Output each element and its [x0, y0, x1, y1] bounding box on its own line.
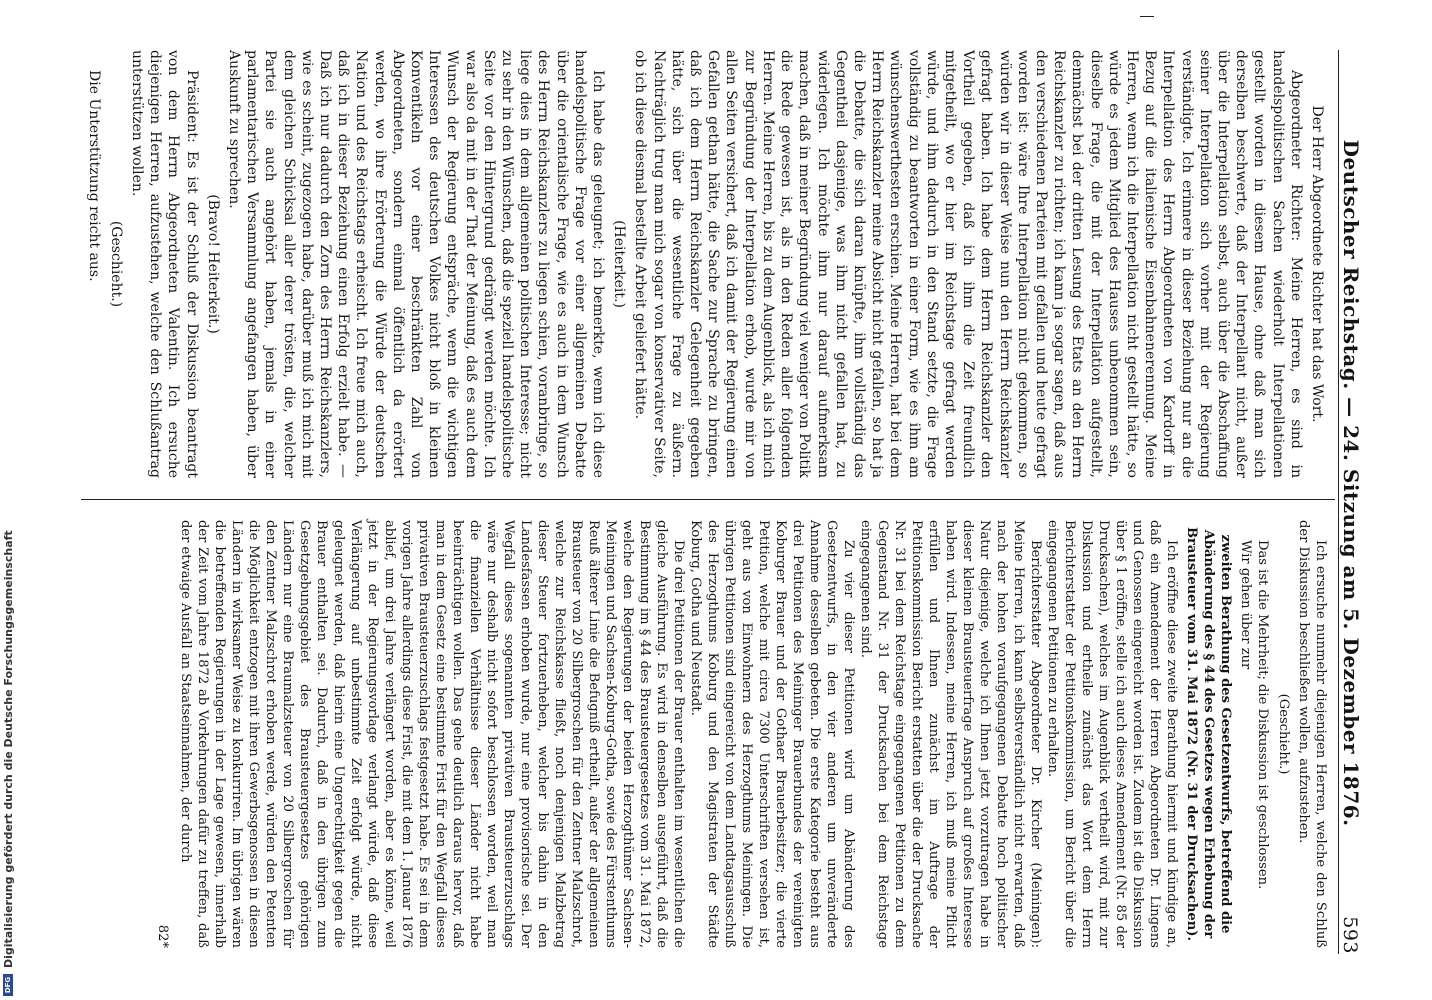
digitization-credit — [0, 0, 16, 1000]
page-number: 593 — [1339, 916, 1361, 954]
right-column-paragraph: Zu vier dieser Petitionen wird um Abänderung des Gesetzentwurfs, in den vier anderen um unveränderte Annahme desselben gebeten. Die erste Kategorie besteht aus drei Petitionen des Meininger Brauerbundes der vereinigten Koburger Brauer und der Gothaer Brauerbesitzer; die vierte Petition, welche mit circa 7300 Unterschriften versehen ist, geht aus von Einwohnern des Herzogthums Meiningen. Die übrigen Petitionen sind eingereicht von dem Landtagsausschuß des Herzogthums Koburg und den Magistraten der Städte Koburg, Gotha und Neustadt. — [688, 520, 856, 948]
document-page — [51, 30, 1381, 970]
right-column-paragraph: zweiten Berathung des Gesetzentwurfs, betreffend die Abänderung des § 44 des Gesetzes wegen Erhebung der Brausteuer vom 31. Mai 1872 (Nr. 31 der Drucksachen). — [1184, 526, 1233, 942]
right-column-paragraph: Ich eröffne diese zweite Berathung hiermit und kündige an, daß ein Amendement der Herren Abgeordneten Dr. Lingens und Genossen eingereicht worden ist. Zudem ist die Diskussion über § 1 eröffne, stelle ich auch dieses Amendement (Nr. 85 der Drucksachen), welches im Augenblick vertheilt wird, mit zur Diskussion und ertheile zunächst das Wort dem Herrn Berichterstatter der Petitionskommission, um Bericht über die eingegangenen Petitionen zu erhalten. — [1045, 520, 1179, 948]
dfg-logo: DFG — [3, 974, 13, 996]
left-column-paragraph: Der Herr Abgeordnete Richter hat das Wort. — [1309, 105, 1325, 423]
right-column-paragraph: Berichterstatter Abgeordneter Dr. Kircher (Meiningen): Meine Herren, ich kann selbstverständlich nicht erwarten, daß nach der hohen voraufgegangenen Debatte hoch politischer Natur diejenige, welche ich Ihnen jetzt vorzutragen habe in dieser kleinen Brausteuerfrage Anspruch auf großes Interesse haben wird. Indessen, meine Herren, ich muß meine Pflicht erfüllen und Ihnen zunächst im Auftrage der Petitionskommission Bericht erstatten über die der Drucksache Nr. 31 bei dem Reichstage eingegangenen Petitionen zu dem Gegenstand Nr. 31 der Drucksachen bei dem Reichstage eingegangenen sind. — [858, 520, 1043, 948]
right-column — [154, 520, 1329, 948]
left-column-paragraph: (Bravo! Heiterkeit.) — [204, 194, 221, 334]
page-header — [1338, 50, 1373, 954]
right-column-paragraph: 82* — [155, 924, 170, 948]
left-column-paragraph: Ich habe das geleugnet; ich bemerkte, wenn ich diese handelspolitische Frage vor einer allgemeinen Debatte über die orientalische Frage, wie es auch in dem Wunsch des Herrn Reichskanzlers zu liegen schien, voranbringe, so liege dies in dem allgemeinen politischen Interesse; nicht zu sehr in den Wünschen, daß die speziell handelspolitische Seite vor den Hintergrund gedrängt werden möchte. Ich war also da mit in der That der Meinung, daß es auch dem Wunsch der Regierung entspräche, wenn die wichtigen Interessen des deutschen Volkes nicht bloß in kleinen Konventikeln vor einer beschränkten Zahl von Abgeordneten, sondern einmal öffentlich da erörtert werden, wo ihre Erörterung die Würde der deutschen Nation und des Reichstags erheischt. Ich freue mich auch, daß ich in dieser Beziehung einen Erfolg erzielt habe. — Daß ich nur dadurch den Zorn des Herrn Reichskanzlers, wie es scheint, zugezogen habe, darüber muß ich mich mit dem gleichen Schicksal aller derer trösten, die, welcher Partei sie auch angehört haben, jemals in einer parlamentarischen Versammlung angefangen haben, über Auskunft zu sprechen. — [226, 50, 607, 478]
right-column-paragraph: (Geschieht.) — [1276, 693, 1291, 775]
running-title: Deutscher Reichstag. — 24. Sitzung am 5. Dezember 1876. — [1339, 139, 1363, 827]
right-column-paragraph: Die drei Petitionen der Brauer enthalten im wesentlichen die gleiche Ausführung. Es wird in denselben ausgeführt, daß die Bestimmung im § 44 des Brausteuergesetzes vom 31. Mai 1872, welche den Regierungen der beiden Herzogthümer Sachsen-Meiningen und Sachsen-Koburg-Gotha, sowie des Fürstenthums Reuß älterer Linie die Befugniß ertheilt, außer der allgemeinen Brausteuer von 20 Silbergroschen für den Zentner Malzschrot, welche zur Reichskasse fließt, noch denjenigen Malzbetrag dieser Steuer fortzuerheben, welcher bis dahin in den Landesfassen erhoben wurde, nur eine provisorische sei. Der Wegfall dieses sogenannten privativen Brausteuerzuschlags wäre nur deshalb nicht sofort beschlossen worden, weil man die finanziellen Verhältnisse dieser Länder nicht habe beeinträchtigen wollen. Das gehe deutlich daraus hervor, daß man in dem Gesetz eine bestimmte Frist für den Wegfall dieses privativen Brausteuerzuschlags festgesetzt habe. Es sei in dem vorigen Jahre allerdings diese Frist, die mit dem 1. Januar 1876 ablief, um drei Jahre verlängert worden, aber es könne, weil jetzt in der Regierungsvorlage verlangt würde, daß diese Verlängerung auf unbestimmte Zeit erfolgt würde, nicht geleugnet werden, daß hierin eine Ungerechtigkeit gegen die Brauer enthalten sei. Dadurch, daß in den übrigen zum Gesetzgebungsgebiet des Brausteuergesetzes gehörigen Ländern nur eine Braumalzsteuer von 20 Silbergroschen für den Zentner Malzschrot erhoben werde, würden den Petenten die Möglichkeit entzogen mit ihren Gewerbsgenossen in diesen Ländern in wirksamer Weise zu konkurriren. Im übrigen wären die betreffenden Regierungen in der Lage gewesen, innerhalb der Zeit vom Jahre 1872 ab Vorkehrungen dafür zu treffen, daß der etwaige Ausfall an Staatseinnahmen, der durch — [178, 520, 686, 948]
right-column-paragraph: Das ist die Mehrheit; die Diskussion ist geschlossen. — [1255, 540, 1270, 890]
credit-text: Digitalisierung gefördert durch die Deutsche Forschungsgemeinschaft — [1, 530, 15, 968]
crop-mark — [1140, 16, 1154, 17]
left-column-paragraph: Präsident: Es ist der Schluß der Diskussion beantragt von dem Herrn Abgeordneten Valentin. Ich ersuche diejenigen Herren, aufzustehen, welche den Schlußantrag unterstützen wollen. — [129, 50, 200, 478]
left-column — [84, 50, 1329, 478]
right-column-paragraph: Ich ersuche nunmehr diejenigen Herren, welche den Schluß der Diskussion beschließen wollen, aufzustehen. — [1296, 520, 1328, 948]
left-column-paragraph: (Geschieht.) — [107, 220, 124, 308]
left-column-paragraph: (Heiterkeit.) — [611, 220, 628, 308]
column-divider — [81, 499, 1335, 500]
left-column-paragraph: Abgeordneter Richter: Meine Herren, es sind in handelspolitischen Sachen wiederholt Interpellationen gestellt worden in diesem Hause, ohne daß man sich derselben beschwerte, daß der Interpellant nicht, außer über die Interpellation selbst, auch über die Abschaffung seiner Interpellation sich vorher mit der Regierung verständigte. Ich erinnere in dieser Beziehung nur an die Interpellation des Herrn Abgeordneten von Kardorff in Bezug auf die italienische Eisenbahnenerennung. Meine Herren, wenn ich die Interpellation nicht gestellt hätte, so würde es jedem Mitglied des Hauses unbenommen sein, dieselbe Frage, die mit der Interpellation aufgestellt, demnächst bei der dritten Lesung des Etats an den Herrn Reichskanzler zu richten; ich kann ja sogar sagen, daß aus den verschiedenen Parteien mit gefallen und heute gefragt worden ist: wäre Ihre Interpellation nicht gekommen, so würden wir in dieser Weise nun den Herrn Reichskanzler gefragt haben. Ich habe dem Herrn Reichskanzler den Vortheil gegeben, daß ich ihm die Zeit freundlich mitgetheilt, wo er hier im Reichstage gefragt werden würde, und ihm dadurch in den Stand setzte, die Frage vollständig zu beantworten in einer Form, wie es ihm am wünschenswerthesten erschien. Meine Herren, hat bei dem Herrn Reichskanzler meine Absicht nicht gefallen, so hat ja die Debatte, die sich daran knüpfte, ihm vollständig das Gegentheil dasjenige, was ihm nicht gefallen hat, zu widerlegen. Ich möchte ihm nur darauf aufmerksam machen, daß in meiner Begründung viel weniger von Politik die Rede gewesen ist, als in den Reden aller folgenden Herren. Meine Herren, bis zu dem Augenblick, als ich mich zur Begründung der Interpellation erhob, wurde mir von allen Seiten versichert, daß ich damit der Regierung einen Gefallen gethan hätte, die Sache zur Sprache zu bringen, daß ich dem Herrn Reichskanzler Gelegenheit gegeben hätte, sich über die wesentliche Frage zu äußern. Nachträglich trug man mich sogar von konservativer Seite, ob ich diese diesmal bestellte Arbeit geliefert hätte. — [632, 50, 1304, 478]
right-column-paragraph: Wir gehen über zur — [1238, 540, 1253, 670]
left-column-paragraph: Die Unterstützung reicht aus. — [85, 70, 102, 282]
